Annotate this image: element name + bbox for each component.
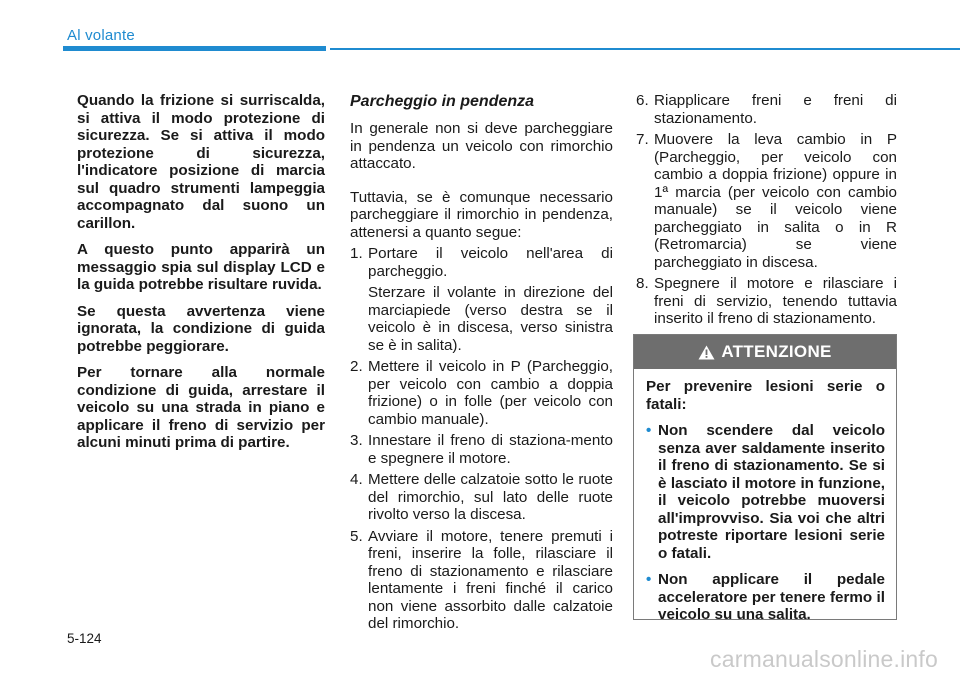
step-item <box>636 92 897 127</box>
header-rule-thick <box>63 46 326 51</box>
step-extra-text: Sterzare il volante in direzione del marciapiede (verso destra se il veicolo è in discesa, verso sinistra se è in salita). <box>368 284 613 354</box>
warning-triangle-icon <box>698 345 715 360</box>
intro-paragraph: In generale non si deve parcheggiare in pendenza un veicolo con rimorchio attaccato. <box>350 120 613 172</box>
step-item <box>350 245 613 354</box>
step-number: 3. <box>350 432 363 449</box>
left-paragraph-4: Per tornare alla normale condizione di guida, arrestare il veicolo su una strada in piano e applicare il freno di servizio per alcuni minuti prima di partire. <box>77 364 325 451</box>
step-text: Mettere il veicolo in P (Parcheggio, per veicolo con cambio a doppia frizione) o in folle (per veicolo con cambio manuale). <box>368 358 613 428</box>
step-text: Innestare il freno di staziona-mento e spegnere il motore. <box>368 432 613 467</box>
steps-list-2 <box>636 92 897 328</box>
step-number: 6. <box>636 92 649 109</box>
step-text: Spegnere il motore e rilasciare i freni di servizio, tenendo tuttavia inserito il freno di stazionamento. <box>654 275 897 327</box>
sub-heading: Parcheggio in pendenza <box>350 93 535 110</box>
warning-intro: Per prevenire lesioni serie o fatali: <box>646 378 885 413</box>
warning-bullet-item <box>646 571 885 624</box>
warning-bullet-text: Non scendere dal veicolo senza aver saldamente inserito il freno di stazionamento. Se si è lasciato il motore in funzione, il veicolo potrebbe muoversi all'improvviso. Sia voi che altri potreste riportare lesioni serie o fatali. <box>658 422 885 562</box>
warning-title: ATTENZIONE <box>721 342 832 361</box>
middle-column <box>350 92 613 637</box>
step-item <box>636 131 897 271</box>
right-column <box>636 92 897 332</box>
step-text: Mettere delle calzatoie sotto le ruote del rimorchio, sul lato delle ruote rivolto verso la discesa. <box>368 471 613 523</box>
section-title: Al volante <box>67 27 135 44</box>
warning-body <box>634 369 896 624</box>
steps-list-1 <box>350 245 613 633</box>
step-number: 7. <box>636 131 649 148</box>
bullet-dot-icon: • <box>646 422 652 439</box>
step-item <box>350 528 613 633</box>
watermark: carmanualsonline.info <box>710 646 938 672</box>
step-text: Riapplicare freni e freni di stazionamento. <box>654 92 897 127</box>
step-item <box>350 432 613 467</box>
step-text: Portare il veicolo nell'area di parcheggio. <box>368 245 613 280</box>
step-number: 4. <box>350 471 363 488</box>
left-paragraph-1: Quando la frizione si surriscalda, si attiva il modo protezione di sicurezza. Se si attiva il modo protezione di sicurezza, l'indicatore posizione di marcia sul quadro strumenti lampeggia accompagnato dal suono un carillon. <box>77 92 325 232</box>
warning-bullet-list <box>646 422 885 624</box>
step-text: Avviare il motore, tenere premuti i freni, inserire la folle, rilasciare il freno di stazionamento e rilasciare lentamente i freni finché il carico non viene assorbito dalle calzatoie del rimorchio. <box>368 527 613 632</box>
left-column <box>77 92 325 461</box>
bullet-dot-icon: • <box>646 571 652 588</box>
step-number: 8. <box>636 275 649 292</box>
step-item <box>636 275 897 328</box>
intro-paragraph-2: Tuttavia, se è comunque necessario parcheggiare il rimorchio in pendenza, attenersi a quanto segue: <box>350 188 613 241</box>
step-text: Muovere la leva cambio in P (Parcheggio, per veicolo con cambio a doppia frizione) oppure in 1ª marcia (per veicolo con cambio manuale) se il veicolo viene parcheggiato in salita o in R (Retromarcia) se viene parcheggiato in discesa. <box>654 131 897 271</box>
left-paragraph-3: Se questa avvertenza viene ignorata, la condizione di guida potrebbe peggiorare. <box>77 302 325 355</box>
warning-bullet-text: Non applicare il pedale acceleratore per tenere fermo il veicolo su una salita. <box>658 571 885 623</box>
warning-header <box>634 335 896 369</box>
header-rule-thin <box>330 48 960 50</box>
step-item <box>350 471 613 524</box>
step-number: 5. <box>350 527 363 545</box>
warning-bullet-item <box>646 422 885 562</box>
page-number: 5-124 <box>67 631 102 646</box>
warning-box <box>633 334 897 623</box>
left-paragraph-2: A questo punto apparirà un messaggio spia sul display LCD e la guida potrebbe risultare ruvida. <box>77 241 325 293</box>
step-number: 1. <box>350 245 363 262</box>
step-number: 2. <box>350 358 363 375</box>
step-item <box>350 358 613 428</box>
